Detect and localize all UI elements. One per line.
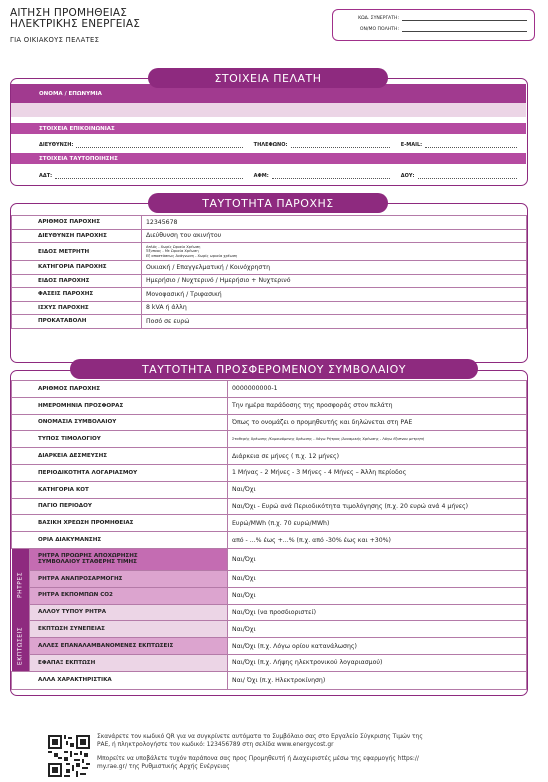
phone-label: ΤΗΛΕΦΩΝΟ: — [253, 142, 288, 148]
discounts-row-value[interactable]: Ναι/Όχι (π.χ. Λόγω ορίου κατανάλωσης) — [228, 638, 527, 655]
clauses-row — [12, 604, 527, 621]
offer-row — [12, 397, 527, 414]
offer-row — [12, 532, 527, 549]
client-banner: ΣΤΟΙΧΕΙΑ ΠΕΛΑΤΗ — [148, 68, 388, 88]
discounts-row-value[interactable]: Ναι/Όχι — [228, 621, 527, 638]
address-field[interactable] — [39, 138, 246, 148]
offer-row — [12, 515, 527, 532]
clauses-row-value[interactable]: Ναι/Όχι — [228, 570, 527, 587]
contact-band — [11, 123, 526, 134]
discounts-row-key: ΕΚΠΤΩΣΗ ΣΥΝΕΠΕΙΑΣ — [30, 621, 228, 638]
supply-row-value[interactable]: Οικιακή / Επαγγελματική / Κοινόχρηστη — [142, 261, 527, 275]
discounts-row-key: ΑΛΛΕΣ ΕΠΑΝΑΛΑΜΒΑΝΟΜΕΝΕΣ ΕΚΠΤΩΣΕΙΣ — [30, 638, 228, 655]
offer-table — [11, 380, 527, 690]
partner-code-label: ΚΩΔ. ΣΥΝΕΡΓΑΤΗ: — [358, 16, 399, 21]
offer-row-value[interactable]: Την ημέρα παράδοσης της προσφοράς στον πελάτη — [228, 397, 527, 414]
doy-label: ΔΟΥ: — [400, 173, 415, 179]
offer-row-value[interactable]: Ναι/Όχι — [228, 481, 527, 498]
supply-row-value[interactable]: Ποσό σε ευρώ — [142, 315, 527, 329]
adt-label: ΑΔΤ: — [39, 173, 53, 179]
supply-table — [11, 215, 527, 329]
offer-row-key: ΠΕΡΙΟΔΙΚΟΤΗΤΑ ΛΟΓΑΡΙΑΣΜΟΥ — [12, 464, 228, 481]
supply-row-value[interactable]: Μονοφασική / Τριφασική — [142, 288, 527, 302]
clauses-row-value[interactable]: Ναι/Όχι (να προσδιοριστεί) — [228, 604, 527, 621]
doy-field[interactable] — [401, 169, 520, 179]
supply-row — [12, 216, 527, 230]
client-section — [10, 78, 528, 186]
offer-row-value[interactable]: Ναι/Όχι - Ευρώ ανά Περιοδικότητα τιμολόγησης (π.χ. 20 ευρώ ανά 4 μήνες) — [228, 498, 527, 515]
offer-banner: ΤΑΥΤΟΤΗΤΑ ΠΡΟΣΦΕΡΟΜΕΝΟΥ ΣΥΜΒΟΛΑΙΟΥ — [70, 359, 478, 379]
offer-row-key: ΚΑΤΗΓΟΡΙΑ ΚΟΤ — [12, 481, 228, 498]
title-line-1: ΑΙΤΗΣΗ ΠΡΟΜΗΘΕΙΑΣ — [10, 7, 128, 19]
clauses-side-text: ΡΗΤΡΕΣ — [16, 571, 24, 598]
offer-row — [12, 448, 527, 465]
supply-row — [12, 261, 527, 275]
offer-other-key: ΑΛΛΑ ΧΑΡΑΚΤΗΡΙΣΤΙΚΑ — [12, 671, 228, 689]
offer-row-key: ΔΙΑΡΚΕΙΑ ΔΕΣΜΕΥΣΗΣ — [12, 448, 228, 465]
offer-row-value[interactable]: 0000000000-1 — [228, 381, 527, 398]
offer-row-key: ΟΡΙΑ ΔΙΑΚΥΜΑΝΣΗΣ — [12, 532, 228, 549]
supply-row — [12, 288, 527, 302]
document-subtitle: ΓΙΑ ΟΙΚΙΑΚΟΥΣ ΠΕΛΑΤΕΣ — [10, 36, 100, 44]
supply-row — [12, 243, 527, 261]
offer-row — [12, 481, 527, 498]
discounts-row — [12, 638, 527, 655]
supply-row-key: ΔΙΕΥΘΥΝΣΗ ΠΑΡΟΧΗΣ — [12, 229, 142, 243]
name-input[interactable] — [11, 103, 526, 117]
supply-row-key: ΕΙΔΟΣ ΠΑΡΟΧΗΣ — [12, 274, 142, 288]
offer-row-key: ΗΜΕΡΟΜΗΝΙΑ ΠΡΟΣΦΟΡΑΣ — [12, 397, 228, 414]
supply-row-key: ΦΑΣΕΙΣ ΠΑΡΟΧΗΣ — [12, 288, 142, 302]
offer-row — [12, 464, 527, 481]
offer-row — [12, 431, 527, 448]
clauses-side-label — [12, 548, 30, 620]
footer-qr-text — [97, 734, 507, 749]
document-title — [10, 8, 140, 30]
offer-row-key: ΟΝΟΜΑΣΙΑ ΣΥΜΒΟΛΑΙΟΥ — [12, 414, 228, 431]
supply-row — [12, 229, 527, 243]
offer-row-value[interactable]: Όπως το ονομάζει ο προμηθευτής και δηλώνεται στη ΡΑΕ — [228, 414, 527, 431]
afm-field[interactable] — [254, 169, 393, 179]
clauses-row-value[interactable]: Ναι/Όχι — [228, 587, 527, 604]
footer-line-2: ΡΑΕ, ή πληκτρολογήστε τον κωδικό: 123456789 στη σελίδα www.energycost.gr — [97, 741, 334, 748]
clauses-row — [12, 548, 527, 570]
supply-row-key: ΕΙΔΟΣ ΜΕΤΡΗΤΗ — [12, 243, 142, 261]
partner-code-field[interactable] — [341, 16, 527, 21]
offer-row-key: ΒΑΣΙΚΗ ΧΡΕΩΣΗ ΠΡΟΜΗΘΕΙΑΣ — [12, 515, 228, 532]
contact-band-label: ΣΤΟΙΧΕΙΑ ΕΠΙΚΟΙΝΩΝΙΑΣ — [39, 125, 115, 132]
offer-row-value[interactable]: από - ...% έως +...% (π.χ. από -30% έως και +30%) — [228, 532, 527, 549]
supply-row-value[interactable]: Απλός - Χωρίς Ωριαία Χρέωση Έξυπνος - Με Ωριαία Χρέωση Εξ αποστάσεως Ανάγνωση - Χωρίς ωριαία χρέωση — [142, 243, 527, 261]
email-field[interactable] — [401, 138, 520, 148]
seller-name-field[interactable] — [341, 27, 527, 32]
supply-row-key: ΑΡΙΘΜΟΣ ΠΑΡΟΧΗΣ — [12, 216, 142, 230]
title-line-2: ΗΛΕΚΤΡΙΚΗΣ ΕΝΕΡΓΕΙΑΣ — [10, 18, 141, 30]
offer-row-value[interactable]: Ευρώ/MWh (π.χ. 70 ευρώ/MWh) — [228, 515, 527, 532]
footer-line-4: my.rae.gr/ της Ρυθμιστικής Αρχής Ενέργειας — [97, 763, 230, 770]
id-band — [11, 153, 526, 164]
supply-row-value[interactable]: 8 kVA ή άλλη — [142, 301, 527, 315]
clauses-row-key: ΡΗΤΡΑ ΠΡΟΩΡΗΣ ΑΠΟΧΩΡΗΣΗΣ ΣΥΜΒΟΛΑΙΟΥ ΣΤΑΘΕΡΗΣ ΤΙΜΗΣ — [30, 548, 228, 570]
partner-code-box — [332, 9, 535, 41]
offer-row-key: ΤΥΠΟΣ ΤΙΜΟΛΟΓΙΟΥ — [12, 431, 228, 448]
afm-label: ΑΦΜ: — [253, 173, 269, 179]
clauses-row — [12, 587, 527, 604]
clauses-row-key: ΡΗΤΡΑ ΑΝΑΠΡΟΣΑΡΜΟΓΗΣ — [30, 570, 228, 587]
discounts-row-key: ΕΦΑΠΑΞ ΕΚΠΤΩΣΗ — [30, 654, 228, 671]
offer-other-value[interactable]: Ναι/ Όχι (π.χ. Ηλεκτροκίνηση) — [228, 671, 527, 689]
email-label: E-MAIL: — [400, 142, 423, 148]
supply-banner: ΤΑΥΤΟΤΗΤΑ ΠΑΡΟΧΗΣ — [148, 193, 388, 213]
footer-line-3: Μπορείτε να υποβάλετε τυχόν παράπονα σας προς Προμηθευτή ή Διαχειριστές μέσω της εφαρμογής https:// — [97, 756, 419, 762]
supply-row-key: ΚΑΤΗΓΟΡΙΑ ΠΑΡΟΧΗΣ — [12, 261, 142, 275]
supply-row — [12, 301, 527, 315]
clauses-row-value[interactable]: Ναι/Όχι — [228, 548, 527, 570]
offer-other-row — [12, 671, 527, 689]
contact-row — [11, 138, 526, 148]
supply-row-value[interactable]: Διεύθυνση του ακινήτου — [142, 229, 527, 243]
offer-row-value[interactable]: Σταθερής Χρέωσης /Κυμαινόμενης Χρέωσης - Λόγω Ρήτρας /Δυναμικής Χρέωσης - Λόγω έξυπνου μετρητή — [228, 431, 527, 448]
qr-code — [48, 735, 90, 777]
phone-field[interactable] — [254, 138, 393, 148]
name-label: ΟΝΟΜΑ / ΕΠΩΝΥΜΙΑ — [39, 90, 102, 97]
clauses-row-key: ΑΛΛΟΥ ΤΥΠΟΥ ΡΗΤΡΑ — [30, 604, 228, 621]
adt-field[interactable] — [39, 169, 246, 179]
offer-row-key: ΠΑΓΙΟ ΠΕΡΙΟΔΟΥ — [12, 498, 228, 515]
offer-row — [12, 498, 527, 515]
discounts-row — [12, 621, 527, 638]
id-band-label: ΣΤΟΙΧΕΙΑ ΤΑΥΤΟΠΟΙΗΣΗΣ — [39, 155, 118, 162]
discounts-side-text: ΕΚΠΤΩΣΕΙΣ — [16, 626, 24, 665]
clauses-row — [12, 570, 527, 587]
discounts-row-value[interactable]: Ναι/Όχι (π.χ. Λήψης ηλεκτρονικού λογαριασμού) — [228, 654, 527, 671]
address-label: ΔΙΕΥΘΥΝΣΗ: — [39, 142, 74, 148]
supply-row-value[interactable]: 12345678 — [142, 216, 527, 230]
footer-complaints-text — [97, 756, 507, 771]
offer-row — [12, 414, 527, 431]
discounts-row — [12, 654, 527, 671]
footer-line-1: Σκανάρετε τον κωδικό QR για να συγκρίνετε αυτόματα το Συμβόλαιο σας στο Εργαλείο Σύγκρισης Τιμών της — [97, 734, 423, 740]
supply-row-key: ΙΣΧΥΣ ΠΑΡΟΧΗΣ — [12, 301, 142, 315]
discounts-side-label — [12, 621, 30, 671]
supply-row — [12, 315, 527, 329]
offer-row-key: ΑΡΙΘΜΟΣ ΠΑΡΟΧΗΣ — [12, 381, 228, 398]
seller-name-label: ΟΝ/ΜΟ ΠΟΛΗΤΗ: — [359, 27, 399, 32]
supply-row-key: ΠΡΟΚΑΤΑΒΟΛΗ — [12, 315, 142, 329]
supply-row-value[interactable]: Ημερήσιο / Νυχτερινό / Ημερήσιο + Νυχτερινό — [142, 274, 527, 288]
clauses-row-key: ΡΗΤΡΑ ΕΚΠΟΜΠΩΝ CO2 — [30, 587, 228, 604]
supply-row — [12, 274, 527, 288]
offer-row-value[interactable]: Διάρκεια σε μήνες ( π.χ. 12 μήνες) — [228, 448, 527, 465]
offer-row-value[interactable]: 1 Μήνας - 2 Μήνες - 3 Μήνες - 4 Μήνες – Άλλη περίοδος — [228, 464, 527, 481]
id-row — [11, 169, 526, 179]
offer-row — [12, 381, 527, 398]
